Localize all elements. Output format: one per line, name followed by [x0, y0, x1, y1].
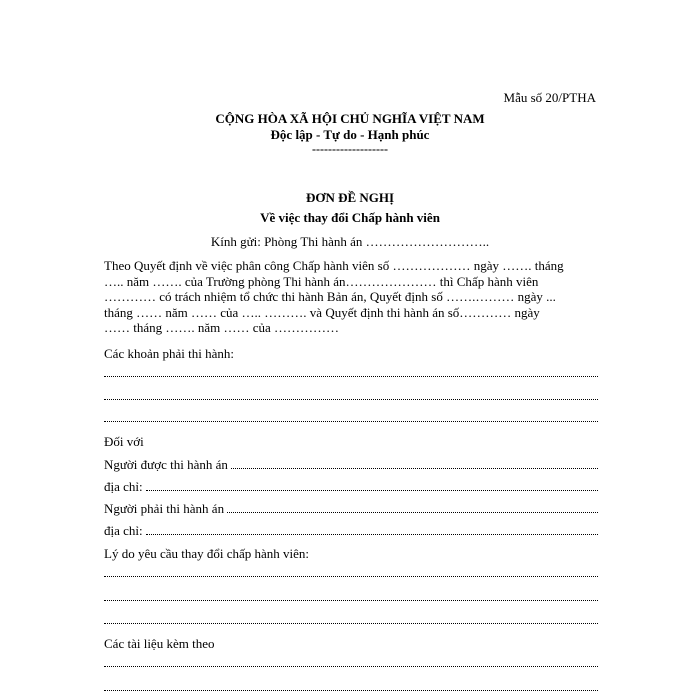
form-code: Mẫu số 20/PTHA	[503, 90, 596, 105]
beneficiary-label: Người được thi hành án	[104, 457, 228, 472]
intro-line: …… tháng ……. năm …… của ……………	[104, 320, 340, 335]
attachments-fill-line[interactable]	[104, 666, 598, 667]
intro-line: tháng …… năm …… của ….. ………. và Quyết định thi hành án số………… ngày	[104, 304, 540, 320]
reason-label: Lý do yêu cầu thay đổi chấp hành viên:	[104, 546, 310, 561]
national-motto: Độc lập - Tự do - Hạnh phúc	[270, 127, 430, 142]
beneficiary-fill-line[interactable]	[231, 457, 598, 469]
intro-paragraph	[104, 258, 598, 336]
intro-line: Theo Quyết định về việc phân công Chấp hành viên số ……………… ngày ……. tháng	[104, 258, 564, 273]
address-label: địa chỉ:	[104, 479, 143, 494]
reason-fill-line[interactable]	[104, 576, 598, 577]
recipient-line: Kính gửi: Phòng Thi hành án ………………………..	[210, 234, 490, 249]
document-subject: Về việc thay đổi Chấp hành viên	[260, 210, 440, 225]
address-fill-line[interactable]	[146, 523, 598, 535]
attachments-fill-line[interactable]	[104, 690, 598, 691]
regarding-label: Đối với	[104, 434, 144, 449]
beneficiary-field[interactable]	[104, 457, 598, 473]
attachments-label: Các tài liệu kèm theo	[104, 636, 215, 651]
motto-divider: -------------------	[312, 142, 388, 156]
reason-fill-line[interactable]	[104, 600, 598, 601]
obligor-field[interactable]	[104, 501, 598, 517]
obligations-fill-line[interactable]	[104, 421, 598, 422]
obligor-fill-line[interactable]	[227, 501, 598, 513]
obligations-label: Các khoản phải thi hành:	[104, 346, 234, 361]
intro-line: ….. năm ……. của Trường phòng Thi hành án………………… thì Chấp hành viên	[104, 273, 539, 289]
address-label: địa chỉ:	[104, 523, 143, 538]
beneficiary-address-field[interactable]	[104, 479, 598, 495]
intro-line: ………… có trách nhiệm tổ chức thi hành Bản án, Quyết định số …….……… ngày ...	[104, 289, 556, 304]
obligor-address-field[interactable]	[104, 523, 598, 539]
obligations-fill-line[interactable]	[104, 399, 598, 400]
document-title: ĐƠN ĐỀ NGHỊ	[305, 190, 395, 205]
address-fill-line[interactable]	[146, 479, 598, 491]
country-name: CỘNG HÒA XÃ HỘI CHỦ NGHĨA VIỆT NAM	[215, 111, 485, 126]
obligations-fill-line[interactable]	[104, 376, 598, 377]
reason-fill-line[interactable]	[104, 623, 598, 624]
obligor-label: Người phải thi hành án	[104, 501, 225, 516]
